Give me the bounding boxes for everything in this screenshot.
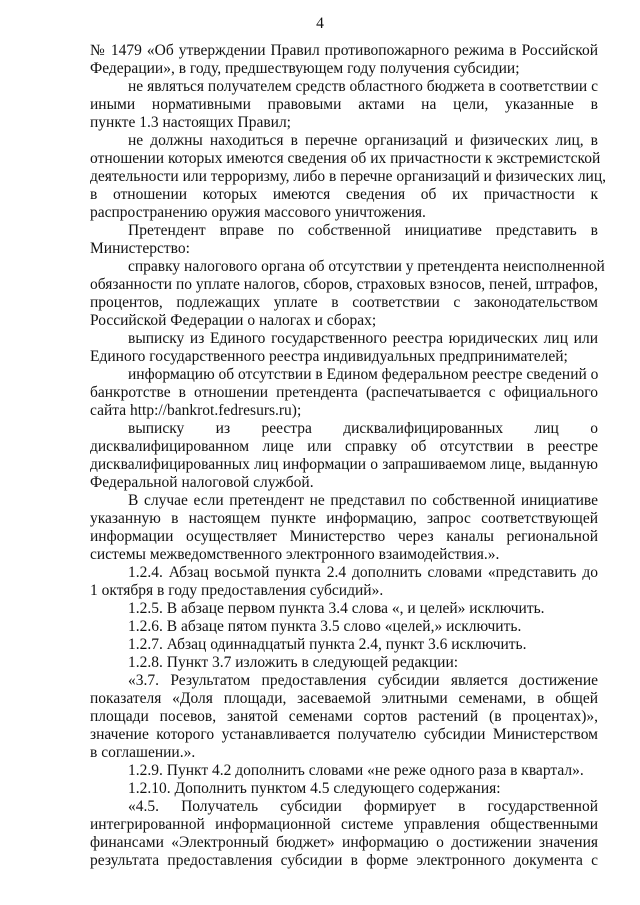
paragraph: «4.5. Получатель субсидии формирует в государственной интегрированной информационной системе управления общественными финансами «Электронный бюджет» информацию о достижении значения результата предоставления субсидии в форме электронного документа с [90, 798, 598, 869]
document-body [90, 42, 607, 870]
paragraph: № 1479 «Об утверждении Правил противопожарного режима в Российской Федерации», в году, предшествующем году получения субсидии; [90, 42, 598, 77]
page-number: 4 [316, 15, 324, 32]
paragraph: выписку из реестра дисквалифицированных лиц о дисквалифицированном лице или справку об отсутствии в реестре дисквалифицированных лиц информации о запрашиваемом лице, выданную Федеральной налоговой службой. [90, 420, 598, 491]
paragraph: 1.2.8. Пункт 3.7 изложить в следующей редакции: [128, 654, 459, 671]
paragraph: 1.2.5. В абзаце первом пункта 3.4 слова «, и целей» исключить. [128, 600, 545, 617]
paragraph: 1.2.4. Абзац восьмой пункта 2.4 дополнить словами «представить до 1 октября в году предоставления субсидий». [90, 564, 598, 599]
paragraph: «3.7. Результатом предоставления субсидии является достижение показателя «Доля площади, засеваемой элитными семенами, в общей площади посевов, занятой семенами сортов растений (в процентах)», значение которого устанавливается получателю субсидии Министерством в соглашении.». [90, 672, 598, 761]
paragraph: выписку из Единого государственного реестра юридических лиц или Единого государственного реестра индивидуальных предпринимателей; [90, 330, 598, 365]
paragraph: Претендент вправе по собственной инициативе представить в Министерство: [90, 222, 598, 257]
paragraph: 1.2.6. В абзаце пятом пункта 3.5 слово «целей,» исключить. [128, 618, 522, 635]
paragraph: справку налогового органа об отсутствии у претендента неисполненной обязанности по уплате налогов, сборов, страховых взносов, пеней, штрафов, процентов, подлежащих уплате в соответствии с законодательством Российской Федерации о налогах и сборах; [90, 258, 605, 329]
paragraph: не должны находиться в перечне организаций и физических лиц, в отношении которых имеются сведения об их причастности к экстремистской деятельности или терроризму, либо в перечне организаций и физических лиц, в отношении которых имеются сведения об их причастности к распространению оружия массового уничтожения. [90, 132, 607, 221]
paragraph: В случае если претендент не представил по собственной инициативе указанную в настоящем пункте информацию, запрос соответствующей информации осуществляет Министерство через каналы региональной системы межведомственного электронного взаимодействия.». [90, 492, 598, 563]
paragraph: информацию об отсутствии в Едином федеральном реестре сведений о банкротстве в отношении претендента (распечатывается с официального сайта http://bankrot.fedresurs.ru); [90, 366, 599, 419]
paragraph: не являться получателем средств областного бюджета в соответствии с иными нормативными правовыми актами на цели, указанные в пункте 1.3 настоящих Правил; [90, 78, 598, 131]
paragraph: 1.2.7. Абзац одиннадцатый пункта 2.4, пункт 3.6 исключить. [128, 636, 527, 653]
paragraph: 1.2.9. Пункт 4.2 дополнить словами «не реже одного раза в квартал». [128, 762, 584, 779]
paragraph: 1.2.10. Дополнить пунктом 4.5 следующего содержания: [128, 780, 501, 797]
